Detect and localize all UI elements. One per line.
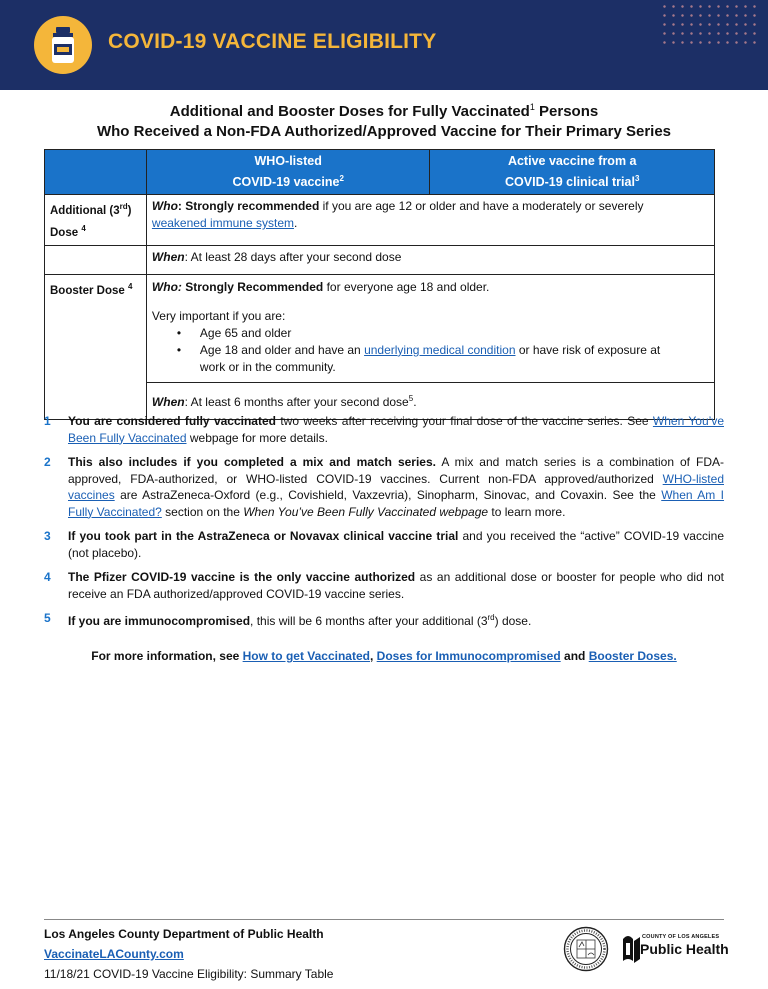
list-item [176,342,709,376]
superscript: rd [487,613,495,622]
additional-when-cell [146,245,714,274]
bullet-icon: • [176,325,182,340]
when-label: When [151,395,185,410]
footnote-ref: 4 [81,223,86,233]
vaccinate-la-county-link[interactable]: VaccinateLACounty.com [44,947,184,961]
column-header-clinical-trial [430,150,715,195]
who-text-end: . [293,216,298,231]
row-label-text: Dose [50,226,79,239]
footnote-3 [44,528,724,561]
column-header-text: WHO-listed [254,154,322,168]
who-text: for everyone age 18 and older. [323,279,490,294]
doses-for-immunocompromised-link[interactable]: Doses for Immunocompromised [376,649,561,663]
footnote-text: and you received the “active” COVID-19 vaccine (not placebo). [68,529,724,560]
footnote-bold: The Pfizer COVID-19 vaccine is the only vaccine authorized [68,570,416,584]
weakened-immune-system-link[interactable]: weakened immune system [151,216,294,231]
when-fully-vaccinated-link[interactable]: When You’ve Been Fully Vaccinated [68,414,724,445]
banner-title: COVID-19 VACCINE ELIGIBILITY [108,30,437,53]
footer-date-line: 11/18/21 COVID-19 Vaccine Eligibility: Summary Table [44,967,334,981]
footnote-text: , this will be 6 months after your additional (3 [250,614,488,628]
footnote-ref: 5 [408,394,414,404]
footnote-ref: 4 [127,281,133,291]
footnote-ref: 3 [634,174,640,183]
footnote-number: 1 [44,414,51,428]
eligibility-table [44,149,715,420]
footer [44,924,333,984]
logo-public-health-text: Public Health [640,941,729,957]
more-info-prefix: For more information, see [91,649,243,663]
column-header-text: COVID-19 clinical trial [505,175,635,190]
table-header-corner [45,150,147,195]
bullet-icon: • [176,342,182,357]
table-header-row [45,150,715,195]
who-colon: : [177,199,182,214]
bullet-text: or have risk of exposure at [515,342,661,357]
footnote-text: webpage for more details. [186,430,328,445]
footnote-text: as an additional dose or booster for people who did not receive an FDA authorized/approved COVID-19 vaccine series. [68,570,724,601]
who-text: if you are age 12 or older and have a moderately or severely [319,199,644,214]
footnote-italic: When You’ve Been Fully Vaccinated webpage [243,504,489,519]
row-label-text: Booster Dose [50,284,125,297]
bullet-text: work or in the community. [199,359,336,374]
when-text: : At least 6 months after your second dose [184,395,409,410]
footnote-number: 4 [44,570,51,584]
footnote-number: 3 [44,529,51,543]
footnote-4 [44,569,724,602]
vaccine-vial-icon [34,16,92,74]
bullet-text: Age 18 and older and have an [199,342,365,357]
footnote-text: are AstraZeneca-Oxford (e.g., Covishield, Vaxzevria), Sinopharm, Sinovac, and Covaxin. See the [114,488,662,502]
footnote-bold: If you are immunocompromised [68,614,251,628]
additional-who-cell [146,195,714,246]
table-row-booster-who [45,274,715,382]
footnote-number: 2 [44,455,51,469]
row-label-empty [45,245,147,274]
decorative-dot-pattern [660,2,760,44]
important-intro: Very important if you are: [151,308,286,323]
table-row-additional-who [45,195,715,246]
who-emphasis: Strongly recommended [181,199,320,214]
page-heading-line1 [0,102,768,120]
bullet-text: Age 65 and older [199,325,292,340]
footer-divider [44,919,724,920]
when-label: When [151,249,185,264]
column-header-text: COVID-19 vaccine [232,175,340,190]
footnote-ref: 2 [339,174,344,183]
when-text: : At least 28 days after your second dose [184,249,402,264]
heading-text: Additional and Booster Doses for Fully Vaccinated [169,103,530,120]
logo-county-text: COUNTY OF LOS ANGELES [642,934,720,940]
more-information-line [0,649,768,663]
who-listed-vaccines-link[interactable]: WHO-listed vaccines [68,471,724,502]
separator: , [369,649,377,663]
footnote-bold: If you took part in the AstraZeneca or Novavax clinical vaccine trial [68,529,459,543]
footnote-text: to learn more. [488,504,566,519]
who-emphasis: Strongly Recommended [181,279,324,294]
row-label-text: ) [127,204,132,217]
footnotes [44,413,724,638]
separator: and [560,649,589,663]
list-item [176,325,709,342]
row-label-text: Additional (3 [50,204,120,217]
booster-bullet-list [176,325,709,376]
how-to-get-vaccinated-link[interactable]: How to get Vaccinated [242,649,370,663]
public-health-logo [620,931,730,967]
underlying-medical-condition-link[interactable]: underlying medical condition [364,342,516,357]
footnote-text: ) dose. [494,614,532,628]
who-label: Who [151,199,178,214]
footnote-2 [44,454,724,520]
footnote-bold: This also includes if you completed a mix and match series. [68,455,436,469]
row-label-additional-dose [45,195,147,246]
page-heading-line2: Who Received a Non-FDA Authorized/Approved Vaccine for Their Primary Series [96,123,672,140]
row-label-booster-dose [45,274,147,419]
when-am-i-fully-vaccinated-link[interactable]: When Am I Fully Vaccinated? [68,488,725,519]
table-row-additional-when [45,245,715,274]
when-text-end: . [413,395,417,410]
column-header-who-listed [146,150,430,195]
footnote-text: two weeks after receiving your final dose of the vaccine series. See [275,414,653,428]
footnote-1 [44,413,724,446]
footnote-number: 5 [44,611,51,625]
footnote-bold: You are considered fully vaccinated [68,414,276,428]
booster-who-cell [146,274,714,382]
la-county-seal-icon [563,926,609,972]
superscript: rd [119,202,128,212]
department-name: Los Angeles County Department of Public Health [44,927,324,941]
booster-doses-link[interactable]: Booster Doses. [588,649,677,663]
footnote-text: A mix and match series is a combination of FDA-approved, FDA-authorized, or WHO-listed COVID-19 vaccines. Current non-FDA approved/authorized [68,455,724,486]
public-health-emblem-icon [620,931,642,967]
heading-footnote-ref: 1 [529,102,535,112]
heading-text-end: Persons [534,103,599,120]
who-label: Who: [151,279,182,294]
footnote-5 [44,610,724,630]
header-banner [0,0,768,90]
footnote-text: section on the [161,504,244,519]
column-header-text: Active vaccine from a [507,154,637,168]
